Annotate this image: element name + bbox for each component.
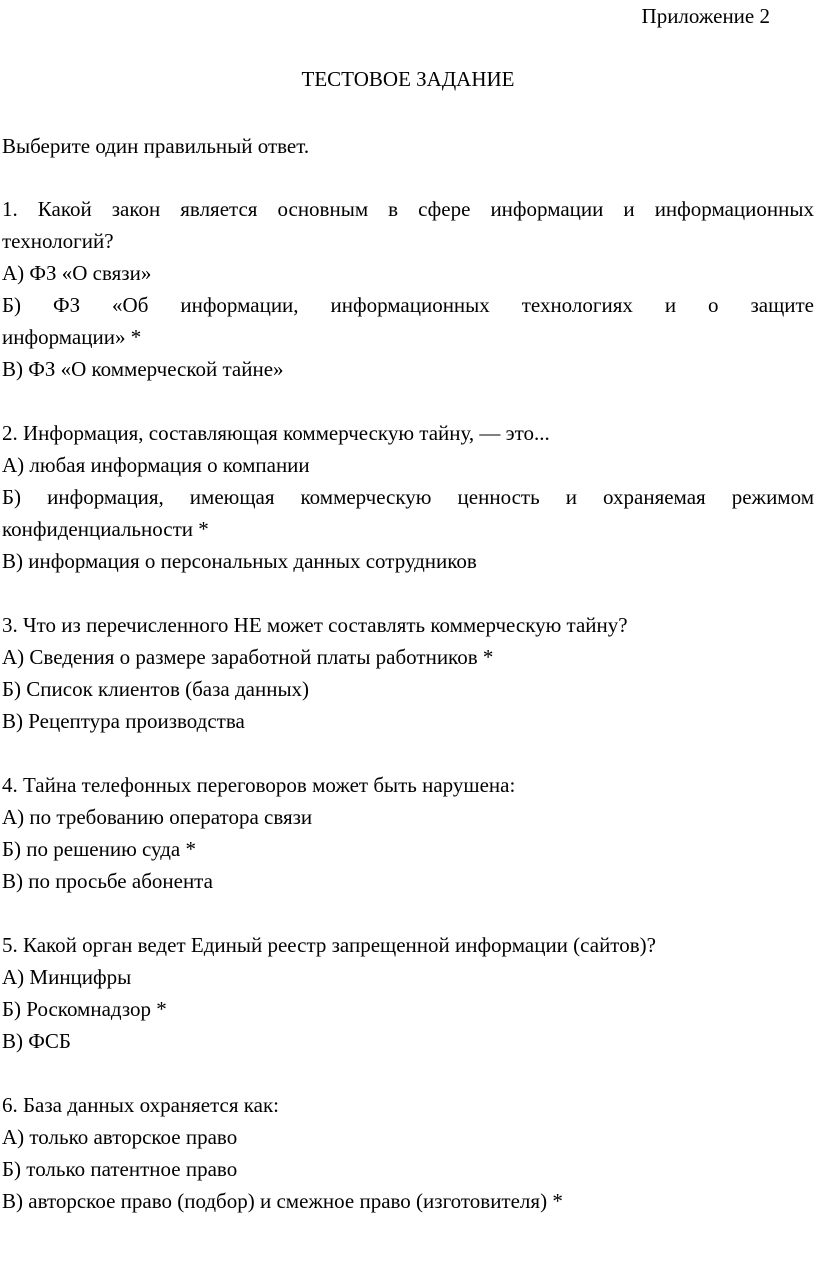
answer-option-a: А) только авторское право	[2, 1125, 238, 1149]
question-list	[2, 193, 814, 1249]
question-text: 4. Тайна телефонных переговоров может быть нарушена:	[2, 773, 516, 797]
answer-option-b: Б) только патентное право	[2, 1157, 238, 1181]
question-text: 1. Какой закон является основным в сфере информации и информационных	[2, 197, 814, 221]
answer-option-c: В) ФЗ «О коммерческой тайне»	[2, 357, 284, 381]
appendix-label: Приложение 2	[641, 4, 770, 28]
answer-option-a: А) ФЗ «О связи»	[2, 261, 152, 285]
question-1	[2, 193, 814, 385]
question-text: 2. Информация, составляющая коммерческую тайну, — это...	[2, 421, 550, 445]
answer-option-b-continued: конфиденциальности *	[2, 517, 209, 541]
question-text: 3. Что из перечисленного НЕ может составлять коммерческую тайну?	[2, 613, 628, 637]
answer-option-b: Б) ФЗ «Об информации, информационных технологиях и о защите	[2, 293, 814, 317]
answer-option-b: Б) информация, имеющая коммерческую ценность и охраняемая режимом	[2, 485, 814, 509]
question-text: 5. Какой орган ведет Единый реестр запрещенной информации (сайтов)?	[2, 933, 656, 957]
answer-option-a: А) любая информация о компании	[2, 453, 310, 477]
answer-option-b: Б) Роскомнадзор *	[2, 997, 167, 1021]
question-5	[2, 929, 814, 1057]
answer-option-c: В) авторское право (подбор) и смежное право (изготовителя) *	[2, 1189, 563, 1213]
answer-option-a: А) Сведения о размере заработной платы работников *	[2, 645, 494, 669]
answer-option-a: А) Минцифры	[2, 965, 132, 989]
question-4	[2, 769, 814, 897]
page-title: ТЕСТОВОЕ ЗАДАНИЕ	[301, 67, 515, 91]
answer-option-c: В) Рецептура производства	[2, 709, 245, 733]
question-text-continued: технологий?	[2, 229, 114, 253]
question-text: 6. База данных охраняется как:	[2, 1093, 280, 1117]
answer-option-b: Б) Список клиентов (база данных)	[2, 677, 310, 701]
answer-option-c: В) информация о персональных данных сотрудников	[2, 549, 477, 573]
answer-option-c: В) ФСБ	[2, 1029, 71, 1053]
answer-option-b: Б) по решению суда *	[2, 837, 196, 861]
answer-option-b-continued: информации» *	[2, 325, 142, 349]
question-6	[2, 1089, 814, 1217]
question-2	[2, 417, 814, 577]
instruction-text: Выберите один правильный ответ.	[2, 134, 310, 158]
answer-option-c: В) по просьбе абонента	[2, 869, 213, 893]
question-3	[2, 609, 814, 737]
answer-option-a: А) по требованию оператора связи	[2, 805, 313, 829]
